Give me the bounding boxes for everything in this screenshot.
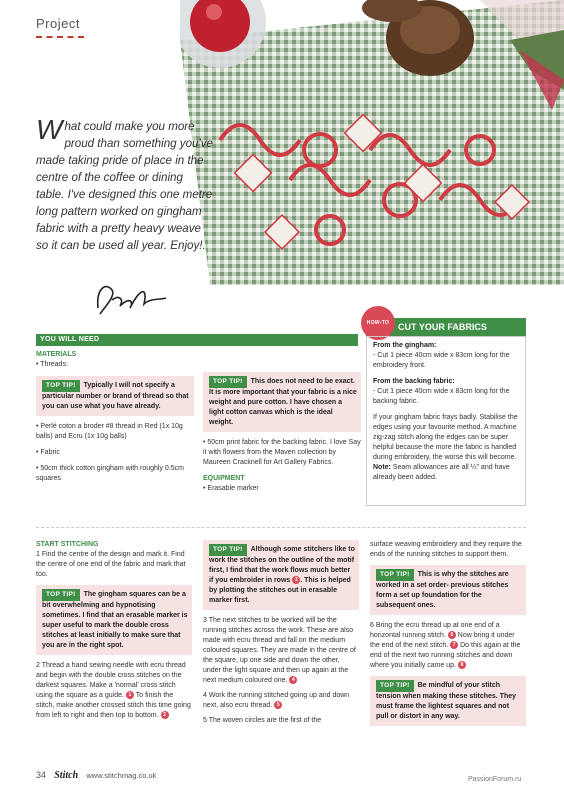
top-tip-text: This is why the stitches are worked in a set order- previous stitches form a set up foundation for the subsequent ones. xyxy=(376,571,509,609)
step-marker-4: 4 xyxy=(289,676,297,684)
intro-dropcap: W xyxy=(36,114,63,145)
intro-paragraph xyxy=(36,114,214,254)
step-marker-8: 8 xyxy=(458,661,466,669)
project-photo xyxy=(180,0,564,285)
page-number: 34 xyxy=(36,770,47,780)
top-tip-text: Although some stitchers like to work the stitches on the outline of the motif first, I find that the work flows much better if you embroider in rows xyxy=(209,546,355,584)
intro-text: hat could make you more proud than something you've made taking pride of place in the centre of the coffee or dining table. I've designed this one metre long pattern worked on gingham fabric with a pretty heavy weave so it can be used all year. Enjoy!. xyxy=(36,120,213,252)
fray-note: If your gingham fabric frays badly. Stabilise the edges using your favourite method. A machine zig-zag stitch along the edges can be super helpful because the more the fabric is handled during embroidery, the worse this will become. xyxy=(373,414,518,461)
top-tip-label: TOP TIP! xyxy=(209,544,247,556)
top-tip-label: TOP TIP! xyxy=(209,376,247,388)
step-3-text: 3 The next stitches to be worked will be the running stitches across the work. These are also made with ecru thread and fall on the medium coloured squares. They are made in the centre of the square, up one side and down the other, under the light square and then up again at the next medium coloured one. xyxy=(203,617,356,684)
step-5-continued: surface weaving embroidery and they require the ends of the running stitches to support them. xyxy=(370,541,522,558)
top-tip-fabric xyxy=(203,372,361,432)
top-tip-rows xyxy=(203,540,359,610)
list-item: • 50cm thick cotton gingham with roughly 0.5cm squares xyxy=(36,465,184,482)
top-tip-label: TOP TIP! xyxy=(376,680,414,692)
watermark: PassionForum.ru xyxy=(468,776,522,783)
page-footer xyxy=(36,770,526,781)
step-2 xyxy=(36,661,192,721)
top-tip-threads xyxy=(36,376,194,416)
list-item: • Fabric xyxy=(36,449,60,456)
step-2-text: 2 Thread a hand sewing needle with ecru thread and begin with the double cross stitches on the darkest squares. Make a 'normal' cross stitch using the square as a guide. xyxy=(36,662,186,699)
you-will-need-heading: YOU WILL NEED xyxy=(36,334,358,346)
signature-image xyxy=(90,278,170,320)
step-2-text-cont: To finish the stitch, make another crossed stitch this time going from left to right and then top to bottom. xyxy=(36,692,191,719)
list-item: • Erasable marker xyxy=(203,485,259,492)
materials-heading: MATERIALS xyxy=(36,351,77,358)
step-marker-6: 6 xyxy=(448,631,456,639)
materials-column xyxy=(36,350,194,484)
gingham-runner-illustration xyxy=(180,0,564,285)
step-6-text-end: Do this again at the end of the next two running stitches and down where you initially came up. xyxy=(370,642,521,669)
backing-instruction: - Cut 1 piece 40cm wide x 83cm long for the backing fabric. xyxy=(373,388,510,405)
step-marker-2: 2 xyxy=(161,711,169,719)
threads-label: • Threads: xyxy=(36,361,68,368)
cut-fabrics-box xyxy=(366,336,526,506)
top-tip-text: The gingham squares can be a bit overwhelming and hypnotising sometimes. I find that an erasable marker is super useful to mark the double cross stitches at least initially to make sure that you are in the right spot. xyxy=(42,591,188,649)
note-text: Seam allowances are all ¼" and have already been added. xyxy=(373,464,510,481)
top-tip-label: TOP TIP! xyxy=(42,380,80,392)
step-6-text-cont: Now bring it under the end of the next stitch. xyxy=(370,632,515,649)
magazine-url: www.stitchmag.co.uk xyxy=(86,771,157,780)
section-rule xyxy=(36,36,84,38)
start-stitching-column-1 xyxy=(36,540,192,726)
step-marker-3: 3 xyxy=(292,576,300,584)
step-4-text: 4 Work the running stitched going up and down next, also ecru thread. xyxy=(203,692,350,709)
magazine-logo: Stitch xyxy=(54,770,79,781)
top-tip-marker xyxy=(36,585,192,655)
step-1: 1 Find the centre of the design and mark it. Find the centre of one end of the fabric and mark that too. xyxy=(36,551,186,578)
top-tip-order xyxy=(370,565,526,615)
cut-fabrics-heading: CUT YOUR FABRICS xyxy=(366,318,526,336)
step-marker-5: 5 xyxy=(274,701,282,709)
list-item: • Perlé coton a broder #8 thread in Red (1x 10g balls) and Ecru (1x 10g balls) xyxy=(36,423,183,440)
backing-heading: From the backing fabric: xyxy=(373,378,455,385)
list-item: • 50cm print fabric for the backing fabric. I love Say it with flowers from the Maven collection by Maureen Cracknell for Art Gallery Fabrics. xyxy=(203,439,361,466)
section-divider xyxy=(36,527,526,528)
step-3 xyxy=(203,616,359,686)
how-to-badge: HOW-TO xyxy=(361,306,395,340)
step-marker-1: 1 xyxy=(126,691,134,699)
top-tip-text: This does not need to be exact. It is more important that your fabric is a nice weight and pure cotton. I have chosen a light cotton canvas which is the ideal weight. xyxy=(209,378,357,426)
top-tip-text: Typically I will not specify a particular number or brand of thread so that you can use what you have already. xyxy=(42,382,189,410)
step-5: 5 The woven circles are the first of the xyxy=(203,717,322,724)
step-6-text: 6 Bring the ecru thread up at one end of a horizontal running stitch. xyxy=(370,622,500,639)
start-stitching-column-2 xyxy=(203,540,359,731)
step-6 xyxy=(370,621,526,671)
start-stitching-column-3 xyxy=(370,540,526,726)
top-tip-tension xyxy=(370,676,526,726)
gingham-heading: From the gingham: xyxy=(373,342,437,349)
step-4 xyxy=(203,691,359,711)
note-label: Note: xyxy=(373,464,391,471)
top-tip-label: TOP TIP! xyxy=(376,569,414,581)
gingham-instruction: - Cut 1 piece 40cm wide x 83cm long for the embroidery front. xyxy=(373,352,510,369)
top-tip-text: Be mindful of your stitch tension when making these stitches. They must frame the lightest squares and not pull or distort in any way. xyxy=(376,682,517,720)
top-tip-text-cont: . This is helped by plotting the stitches out in erasable marker first. xyxy=(209,577,351,604)
top-tip-label: TOP TIP! xyxy=(42,589,80,601)
equipment-heading: EQUIPMENT xyxy=(203,475,245,482)
step-marker-7: 7 xyxy=(450,641,458,649)
start-stitching-heading: START STITCHING xyxy=(36,541,99,548)
materials-column-2 xyxy=(203,372,361,494)
section-tag: Project xyxy=(36,16,80,31)
